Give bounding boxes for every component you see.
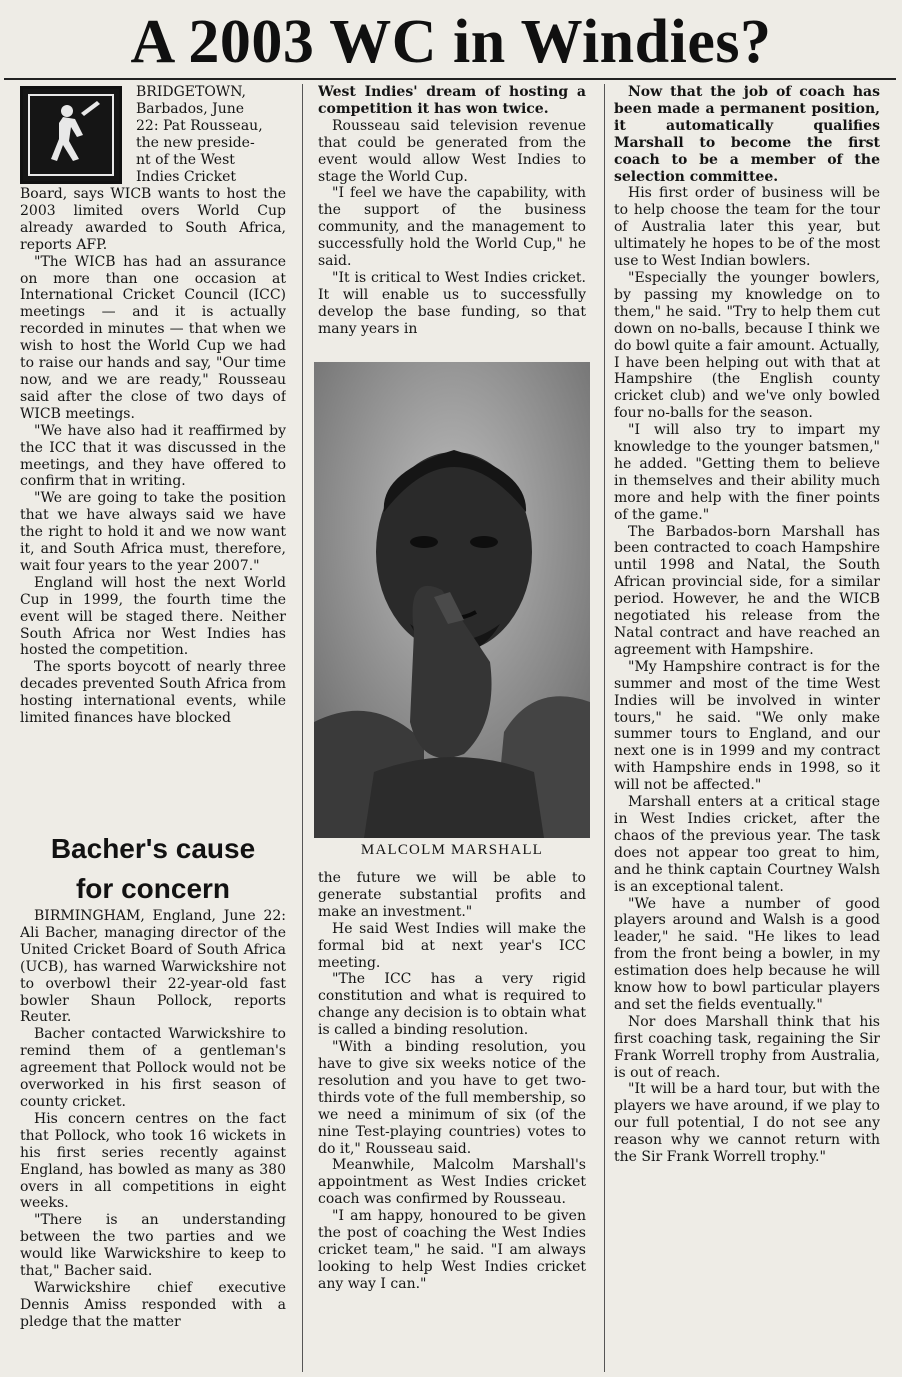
article2-title-line1: Bacher's cause [50,833,256,864]
paragraph: Meanwhile, Malcolm Marshall's appointment as West Indies cricket coach was confirmed by Rousseau. [318,1157,586,1208]
paragraph: "It is critical to West Indies cricket. It will enable us to successfully develop the base funding, so that many years in [318,269,586,337]
article2-body [20,908,286,1372]
article2-title-line2: for concern [75,873,231,904]
column-rule [604,84,605,1372]
paragraph: "We have also had it reaffirmed by the ICC that it was discussed in the meetings, and they have offered to confirm that in writing. [20,422,286,490]
article1-column1 [20,186,286,824]
article1-column2-top [318,84,586,356]
paragraph: "I feel we have the capability, with the support of the business community, and the management to successfully hold the World Cup," he said. [318,185,586,270]
article1-column2-bottom [318,870,586,1372]
headline: A 2003 WC in Windies? [130,8,772,76]
paragraph: Rousseau said television revenue that could be generated from the event would allow West Indies to stage the World Cup. [318,117,586,185]
paragraph: His concern centres on the fact that Pollock, who took 16 wickets in his first series recently against England, has bowled as many as 380 overs in all competitions in eight weeks. [20,1110,286,1212]
paragraph: "We have a number of good players around and Walsh is a good leader," he said. "He likes to lead from the front being a bowler, in my estimation does help because he will know how to bowl particular players and set the fields eventually." [614,895,880,1013]
photo-caption: MALCOLM MARSHALL [360,842,544,858]
article1-lead [136,84,286,186]
headline-rule [4,78,896,80]
article3-column3 [614,84,880,1372]
paragraph: Marshall enters at a critical stage in West Indies cricket, after the chaos of the previous year. The task does not appear too great to him, and he think captain Courtney Walsh is an exceptional talent. [614,794,880,895]
column-rule [302,84,303,1372]
paragraph: He said West Indies will make the formal bid at next year's ICC meeting. [318,920,586,971]
cricket-batsman-icon [20,86,122,184]
lead-line: Indies Cricket [136,168,237,185]
lead-line: nt of the West [136,151,235,168]
paragraph: England will host the next World Cup in 1999, the fourth time the event will be staged there. Neither South Africa nor West Indies has hosted the competition. [20,574,286,659]
paragraph: Now that the job of coach has been made a permanent position, it automatically qualifies Marshall to become the first coach to be a member of the selection committee. [614,84,880,185]
paragraph: Bacher contacted Warwickshire to remind them of a gentleman's agreement that Pollock would not be overworked in his first season of county cricket. [20,1026,286,1110]
paragraph: the future we will be able to generate substantial profits and make an investment." [318,870,586,920]
malcolm-marshall-photo [314,362,590,838]
lead-line: BRIDGETOWN, [136,84,246,100]
paragraph: "We are going to take the position that we have always said we have the right to hold it and we now want it, and South Africa must, therefore, wait four years to the year 2007." [20,490,286,574]
paragraph: "It will be a hard tour, but with the players we have around, if we play to our full potential, I do not see any reason why we cannot return with the Sir Frank Worrell trophy." [614,1081,880,1166]
paragraph: "I am happy, honoured to be given the post of coaching the West Indies cricket team," he said. "I am always looking to help West Indies cricket any way I can." [318,1208,586,1292]
paragraph: Board, says WICB wants to host the 2003 limited overs World Cup already awarded to South Africa, reports AFP. [20,186,286,253]
lead-line: Barbados, June [136,100,245,117]
paragraph: Warwickshire chief executive Dennis Amiss responded with a pledge that the matter [20,1279,286,1330]
paragraph: "The ICC has a very rigid constitution and what is required to change any decision is to obtain what is called a binding resolution. [318,971,586,1039]
paragraph: BIRMINGHAM, England, June 22: Ali Bacher, managing director of the United Cricket Board of South Africa (UCB), has warned Warwickshire not to overbowl their 22-year-old fast bowler Shaun Pollock, reports Reuter. [20,908,286,1026]
lead-line: 22: Pat Rousseau, [136,117,263,134]
paragraph: "The WICB has had an assurance on more than one occasion at International Cricket Council (ICC) meetings — and it is actually recorded in minutes — that when we wish to host the World Cup we had to raise our hands and say, "Our time now, and we are ready," Rousseau said after the close of two days of WICB meetings. [20,253,286,422]
paragraph: The Barbados-born Marshall has been contracted to coach Hampshire until 1998 and Natal, the South African provincial side, for a similar period. However, he and the WICB negotiated his release from the Natal contract and have reached an agreement with Hampshire. [614,523,880,658]
paragraph: "With a binding resolution, you have to give six weeks notice of the resolution and you have to get two-thirds vote of the full membership, so we need a minimum of six (of the nine Test-playing countries) votes to do it," Rousseau said. [318,1039,586,1157]
paragraph: The sports boycott of nearly three decades prevented South Africa from hosting international events, while limited finances have blocked [20,659,286,727]
paragraph: "I will also try to impart my knowledge to the younger batsmen," he added. "Getting them to believe in themselves and their ability much more and help with the finer points of the game." [614,422,880,523]
paragraph: West Indies' dream of hosting a competition it has won twice. [318,84,586,117]
paragraph: His first order of business will be to help choose the team for the tour of Australia later this year, but ultimately he hopes to be of the most use to West Indian bowlers. [614,185,880,270]
paragraph: Nor does Marshall think that his first coaching task, regaining the Sir Frank Worrell trophy from Australia, is out of reach. [614,1013,880,1081]
paragraph: "My Hampshire contract is for the summer and most of the time West Indies will be involved in winter tours," he said. "We only make summer tours to England, and our next one is in 1999 and my contract with Hampshire ends in 1998, so it will not be affected." [614,658,880,794]
paragraph: "Especially the younger bowlers, by passing my knowledge on to them," he said. "Try to help them cut down on no-balls, because I think we do bowl quite a fair amount. Actually, I have been helping out with that at Hampshire (the English county cricket club) and we've only bowled four no-balls for the season. [614,269,880,422]
paragraph: "There is an understanding between the two parties and we would like Warwickshire to keep to that," Bacher said. [20,1212,286,1280]
lead-line: the new preside- [136,134,255,151]
